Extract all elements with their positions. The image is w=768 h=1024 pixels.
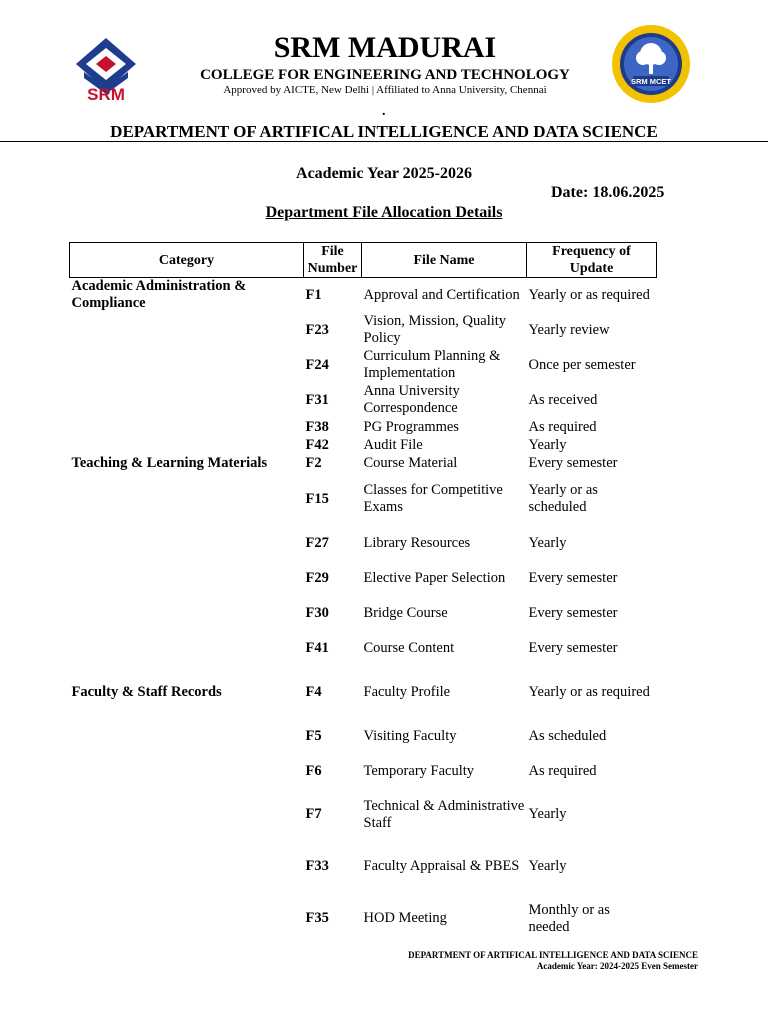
institution-subtitle: COLLEGE FOR ENGINEERING AND TECHNOLOGY <box>200 67 570 83</box>
footer-department: DEPARTMENT OF ARTIFICAL INTELLIGENCE AND DATA SCIENCE <box>408 950 698 960</box>
file-allocation-table <box>69 242 657 945</box>
cell-file-number: F42 <box>305 437 329 453</box>
cell-file-name: Technical & Administrative Staff <box>363 797 525 831</box>
cell-frequency: Monthly or as needed <box>528 901 610 935</box>
srm-logo <box>70 36 142 102</box>
cell-category <box>70 561 304 596</box>
cell-frequency: Every semester <box>528 455 618 471</box>
cell-file-name: HOD Meeting <box>363 910 447 926</box>
header-file-name: File Name <box>362 243 527 278</box>
cell-category <box>70 313 304 348</box>
table-row <box>70 754 657 789</box>
cell-file-number: F27 <box>305 534 329 551</box>
cell-file-name: Bridge Course <box>363 604 448 621</box>
cell-file-number: F4 <box>305 684 322 700</box>
cell-frequency: As required <box>528 762 597 779</box>
cell-file-name: Curriculum Planning & Implementation <box>363 348 501 381</box>
cell-frequency: Every semester <box>528 604 618 621</box>
cell-file-number: F23 <box>305 321 329 338</box>
table-row <box>70 313 657 348</box>
cell-category <box>70 383 304 418</box>
table-header-row <box>70 243 657 278</box>
cell-frequency: Yearly <box>528 858 567 874</box>
cell-category: Teaching & Learning Materials <box>71 455 268 471</box>
table-row <box>70 473 657 526</box>
cell-file-name: Faculty Profile <box>363 684 451 700</box>
cell-category <box>70 418 304 437</box>
cell-category <box>70 437 304 455</box>
cell-file-name: Vision, Mission, Quality Policy <box>363 313 507 346</box>
table-row <box>70 437 657 455</box>
cell-file-name: Course Material <box>363 455 458 471</box>
cell-file-name: Temporary Faculty <box>363 762 475 779</box>
cell-file-name: Faculty Appraisal & PBES <box>363 858 520 874</box>
table-row <box>70 455 657 473</box>
cell-file-number: F30 <box>305 604 329 621</box>
header-rule <box>0 141 768 142</box>
table-row <box>70 278 657 313</box>
cell-category <box>70 754 304 789</box>
header-category: Category <box>70 243 304 278</box>
cell-frequency: Yearly or as required <box>528 286 650 303</box>
table-row <box>70 418 657 437</box>
academic-year: Academic Year 2025-2026 <box>296 165 472 182</box>
cell-frequency: Yearly <box>528 806 567 822</box>
cell-file-number: F41 <box>305 640 329 656</box>
cell-file-name: Elective Paper Selection <box>363 569 506 586</box>
cell-category <box>70 596 304 631</box>
cell-file-number: F24 <box>305 356 329 373</box>
cell-frequency: As received <box>528 391 598 408</box>
table-row <box>70 596 657 631</box>
approval-line: Approved by AICTE, New Delhi | Affiliated to Anna University, Chennai <box>223 84 547 96</box>
cell-category <box>70 893 304 945</box>
cell-file-name: Visiting Faculty <box>363 727 457 744</box>
table-row <box>70 631 657 667</box>
cell-file-name: Course Content <box>363 640 455 656</box>
cell-category <box>70 526 304 561</box>
cell-file-name: Library Resources <box>363 534 471 551</box>
cell-file-number: F29 <box>305 569 329 586</box>
table-row <box>70 719 657 754</box>
table-row <box>70 561 657 596</box>
table-row <box>70 893 657 945</box>
document-subtitle: Department File Allocation Details <box>265 204 503 221</box>
cell-file-number: F1 <box>305 286 322 303</box>
cell-frequency: Yearly or as required <box>528 684 650 700</box>
cell-frequency: As scheduled <box>528 727 607 744</box>
cell-frequency: Every semester <box>528 569 618 586</box>
cell-frequency: Yearly <box>528 534 567 551</box>
cell-file-number: F31 <box>305 391 329 408</box>
cell-file-name: PG Programmes <box>363 418 459 435</box>
table-row <box>70 789 657 841</box>
cell-file-number: F7 <box>305 806 322 822</box>
cell-file-number: F38 <box>305 418 329 435</box>
table-row <box>70 667 657 719</box>
institution-name: SRM MADURAI <box>273 31 497 64</box>
cell-category <box>70 841 304 893</box>
cell-file-number: F35 <box>305 910 329 926</box>
cell-file-number: F5 <box>305 727 322 744</box>
document-date: Date: 18.06.2025 <box>551 184 665 201</box>
table-row <box>70 348 657 383</box>
cell-frequency: Once per semester <box>528 356 636 373</box>
separator-dot: . <box>382 104 386 119</box>
page-footer <box>408 950 698 972</box>
cell-file-number: F2 <box>305 455 322 471</box>
cell-category <box>70 719 304 754</box>
cell-category: Faculty & Staff Records <box>71 684 222 700</box>
cell-file-name: Anna University Correspondence <box>363 383 460 416</box>
cell-category: Academic Administration & Compliance <box>71 278 247 312</box>
table-row <box>70 841 657 893</box>
cell-file-number: F15 <box>305 490 329 507</box>
cell-category <box>70 348 304 383</box>
cell-file-name: Approval and Certification <box>363 286 520 303</box>
table-row <box>70 383 657 418</box>
cell-file-name: Classes for Competitive Exams <box>363 482 503 515</box>
svg-text:SRM: SRM <box>87 85 125 102</box>
cell-frequency: Every semester <box>528 640 618 656</box>
cell-frequency: Yearly or as scheduled <box>528 482 598 515</box>
cell-category <box>70 789 304 841</box>
department-title: DEPARTMENT OF ARTIFICAL INTELLIGENCE AND DATA SCIENCE <box>110 122 658 141</box>
svg-text:SRM MCET: SRM MCET <box>631 77 671 86</box>
cell-file-number: F6 <box>305 762 322 779</box>
cell-frequency: As required <box>528 418 597 435</box>
table-row <box>70 526 657 561</box>
header-frequency: Frequency of Update <box>527 243 657 278</box>
header-file-number: File Number <box>304 243 362 278</box>
cell-frequency: Yearly <box>528 437 567 453</box>
cell-category <box>70 631 304 667</box>
cell-file-number: F33 <box>305 858 329 874</box>
cell-file-name: Audit File <box>363 437 423 453</box>
footer-academic-year: Academic Year: 2024-2025 Even Semester <box>536 961 698 971</box>
cell-category <box>70 473 304 526</box>
cell-frequency: Yearly review <box>528 321 610 338</box>
